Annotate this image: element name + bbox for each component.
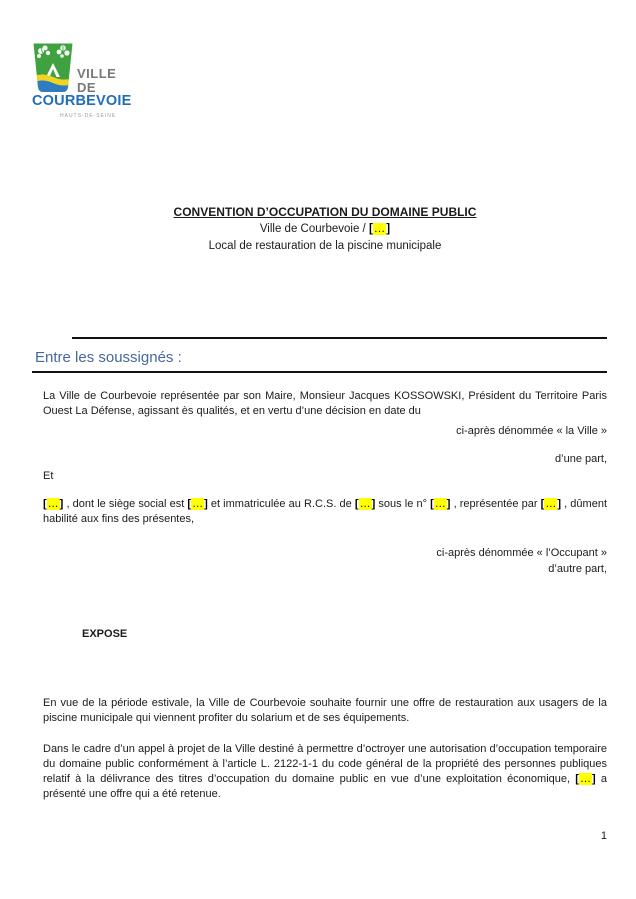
- party2-text-segment: et immatriculée au R.C.S. de: [207, 498, 355, 510]
- party1-part-line: d’une part,: [555, 453, 607, 465]
- redacted-ellipsis: …: [373, 223, 386, 235]
- redacted-ellipsis: …: [579, 773, 591, 785]
- bracket-close: ]: [204, 498, 208, 510]
- party2-text-segment: , dûment habilité aux fins des présentes,: [43, 498, 607, 525]
- bracket-open: [: [187, 498, 192, 510]
- logo-word-ville: VILLE: [77, 66, 117, 81]
- logo-word-courbevoie: COURBEVOIE: [32, 93, 132, 109]
- party2-text-segment: , représentée par: [450, 498, 541, 510]
- placeholder-token: [541, 498, 561, 510]
- logo-tagline: HAUTS-DE-SEINE: [60, 113, 117, 119]
- placeholder-token: [575, 773, 595, 785]
- redacted-ellipsis: …: [192, 498, 204, 510]
- section-heading: Entre les soussignés :: [35, 349, 182, 366]
- bracket-open: [: [354, 498, 359, 510]
- title-block: [43, 204, 607, 255]
- bracket-open: [: [540, 498, 545, 510]
- party2-text-segment: sous le n°: [375, 498, 431, 510]
- expose-heading: EXPOSE: [82, 628, 128, 640]
- redacted-ellipsis: …: [434, 498, 446, 510]
- expose-paragraph-2: [43, 742, 607, 802]
- bracket-open: [: [43, 498, 47, 510]
- bracket-close: ]: [591, 773, 596, 785]
- bracket-open: [: [368, 223, 373, 235]
- redacted-ellipsis: …: [545, 498, 557, 510]
- title-object-line: Local de restauration de la piscine municipale: [208, 240, 442, 252]
- bracket-open: [: [575, 773, 579, 785]
- courbevoie-logo: [32, 43, 137, 123]
- bracket-close: ]: [386, 223, 391, 235]
- logo-shield-icon: [32, 43, 74, 93]
- expose-text-segment: Dans le cadre d’un appel à projet de la Ville destiné à permettre d’octroyer une autorisation d’occupation temporaire du domaine public conformément à l’article L. 2122-1-1 du code général de la propriété des personnes publiques relatif à la délivrance des titres d’occupation du domaine public en vue d’une exploitation économique,: [43, 743, 607, 785]
- title-parties-line: [43, 221, 607, 238]
- placeholder-token: [187, 498, 207, 510]
- placeholder-token: [43, 498, 63, 510]
- party2-denomination: ci-après dénommée « l’Occupant »: [436, 547, 607, 559]
- party1-paragraph: La Ville de Courbevoie représentée par son Maire, Monsieur Jacques KOSSOWSKI, Président du Territoire Paris Ouest La Défense, agissant ès qualités, et en vertu d’une décision en date du: [43, 390, 607, 417]
- bracket-close: ]: [446, 498, 451, 510]
- document-title: CONVENTION D’OCCUPATION DU DOMAINE PUBLIC: [173, 205, 477, 219]
- party2-part-line: d’autre part,: [548, 563, 607, 575]
- redacted-ellipsis: …: [47, 498, 59, 510]
- logo-city-name: [77, 67, 116, 95]
- bracket-open: [: [430, 498, 434, 510]
- placeholder-token: [355, 498, 375, 510]
- logo-word-de: DE: [77, 80, 97, 95]
- party2-paragraph: [43, 497, 607, 527]
- horizontal-rule-under-heading: [32, 371, 607, 373]
- expose-text-segment: a présenté une offre qui a été retenue.: [43, 773, 607, 800]
- party1-denomination: ci-après dénommée « la Ville »: [456, 425, 607, 437]
- bracket-close: ]: [557, 498, 561, 510]
- page-number: 1: [600, 830, 607, 842]
- redacted-ellipsis: …: [359, 498, 371, 510]
- bracket-close: ]: [59, 498, 64, 510]
- party2-text-segment: , dont le siège social est: [63, 498, 188, 510]
- expose-paragraph-1: En vue de la période estivale, la Ville de Courbevoie souhaite fournir une offre de restauration aux usagers de la piscine municipale qui viennent profiter du solarium et de ses équipements.: [43, 697, 607, 724]
- placeholder-token: [430, 498, 450, 510]
- title-parties-prefix: Ville de Courbevoie /: [259, 223, 369, 235]
- connector-et: Et: [43, 470, 54, 482]
- horizontal-rule-top: [72, 337, 607, 339]
- placeholder-token: [369, 223, 390, 235]
- bracket-close: ]: [371, 498, 376, 510]
